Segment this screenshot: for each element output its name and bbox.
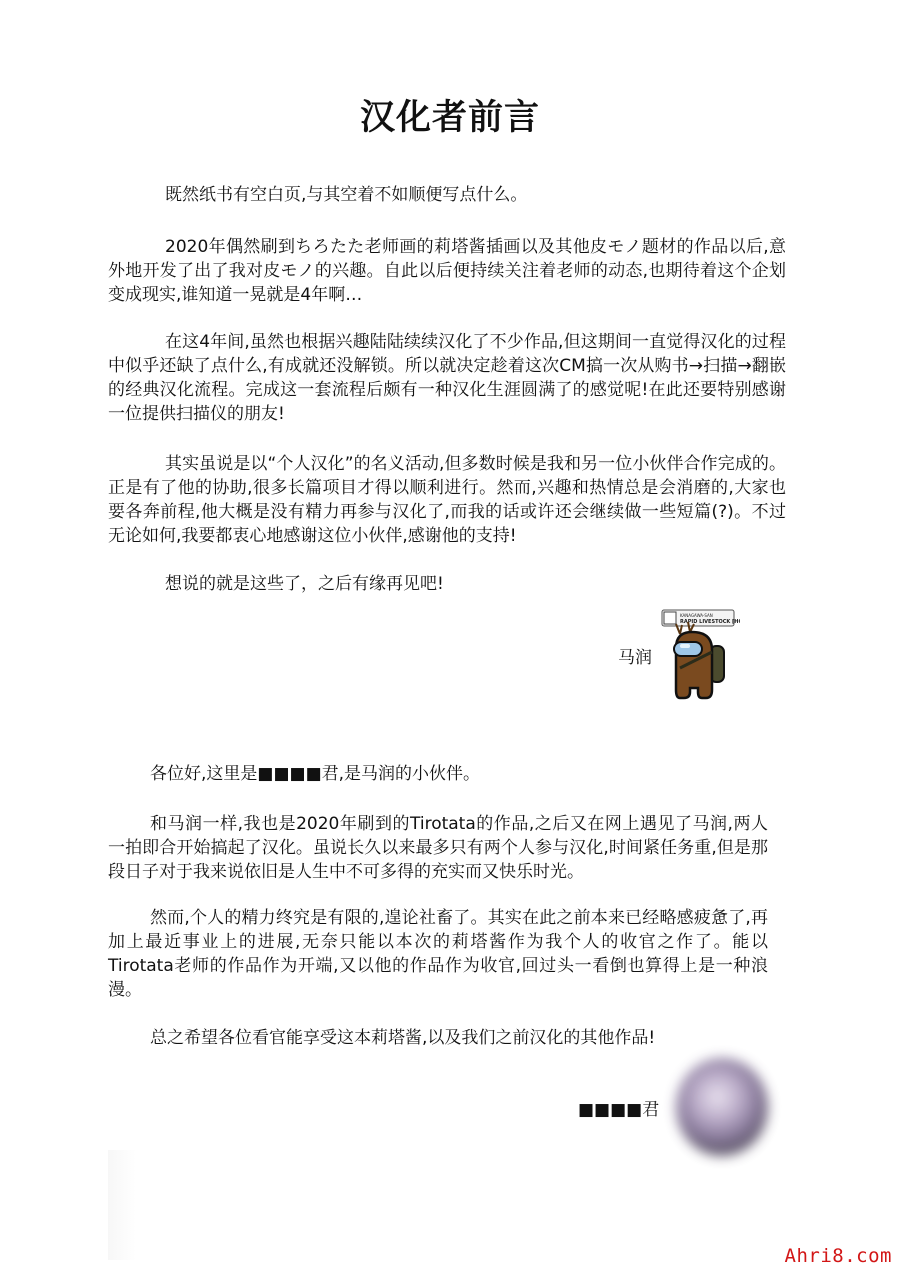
paragraph: 既然纸书有空白页,与其空着不如顺便写点什么。 xyxy=(165,185,528,205)
crewmate-icon xyxy=(660,608,740,708)
paragraph: 总之希望各位看官能享受这本莉塔酱,以及我们之前汉化的其他作品! xyxy=(150,1028,656,1048)
blurred-avatar xyxy=(676,1058,768,1156)
paragraph: 2020年偶然刷到ちろたた老师画的莉塔酱插画以及其他皮モノ题材的作品以后,意外地开发了出了我对皮モノ的兴趣。自此以后便持续关注着老师的动态,也期待着这个企划变成现实,谁知道一晃就是4年啊… xyxy=(108,237,786,305)
avatar xyxy=(660,608,740,708)
signature-partner: ■■■■君 xyxy=(578,1100,660,1120)
page-title: 汉化者前言 xyxy=(359,98,540,138)
signature-mar-run: 马润 xyxy=(618,648,652,668)
watermark: Ahri8.com xyxy=(784,1245,892,1267)
scan-shadow xyxy=(108,1150,136,1260)
paragraph: 其实虽说是以“个人汉化”的名义活动,但多数时候是我和另一位小伙伴合作完成的。正是有了他的协助,很多长篇项目才得以顺利进行。然而,兴趣和热情总是会消磨的,大家也要各奔前程,他大概是没有精力再参与汉化了,而我的话或许还会继续做一些短篇(?)。不过无论如何,我要都衷心地感谢这位小伙伴,感谢他的支持! xyxy=(108,454,786,546)
paragraph: 在这4年间,虽然也根据兴趣陆陆续续汉化了不少作品,但这期间一直觉得汉化的过程中似乎还缺了点什么,有成就还没解锁。所以就决定趁着这次CM搞一次从购书→扫描→翻嵌的经典汉化流程。完成这一套流程后颇有一种汉化生涯圆满了的感觉呢!在此还要特别感谢一位提供扫描仪的朋友! xyxy=(108,332,786,424)
badge-line1: KANAGAWA-SAN xyxy=(680,613,713,618)
paragraph: 和马润一样,我也是2020年刷到的Tirotata的作品,之后又在网上遇见了马润,两人一拍即合开始搞起了汉化。虽说长久以来最多只有两个人参与汉化,时间紧任务重,但是那段日子对于我来说依旧是人生中不可多得的充实而又快乐时光。 xyxy=(108,814,768,882)
badge-line2: RAPID LIVESTOCK [HC] xyxy=(680,619,740,625)
paragraph: 然而,个人的精力终究是有限的,遑论社畜了。其实在此之前本来已经略感疲惫了,再加上最近事业上的进展,无奈只能以本次的莉塔酱作为我个人的收官之作了。能以Tirotata老师的作品作为开端,又以他的作品作为收官,回过头一看倒也算得上是一种浪漫。 xyxy=(108,908,768,1000)
paragraph: 想说的就是这些了，之后有缘再见吧! xyxy=(165,574,444,594)
paragraph: 各位好,这里是■■■■君,是马润的小伙伴。 xyxy=(150,764,481,784)
